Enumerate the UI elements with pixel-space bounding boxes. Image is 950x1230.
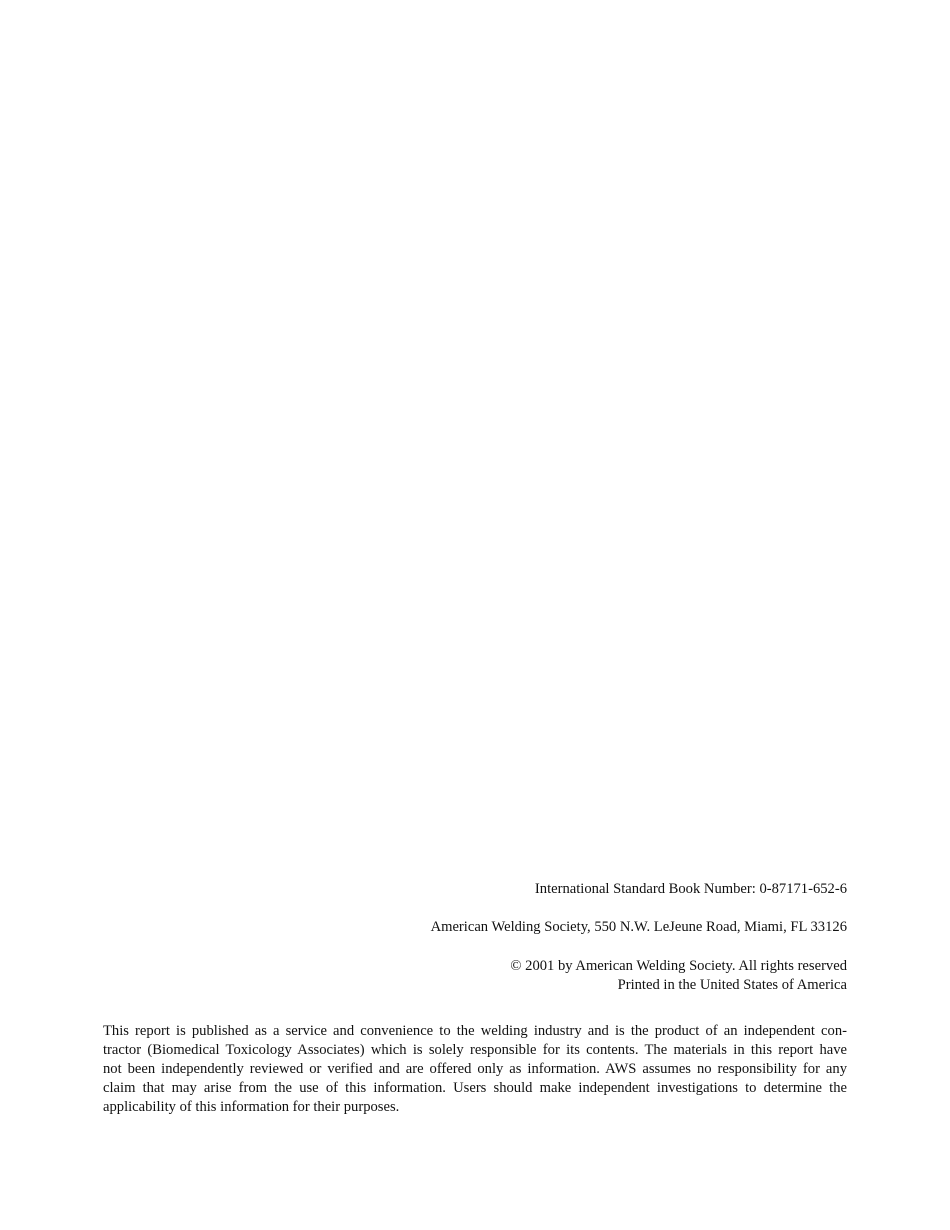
- disclaimer-line: This report is published as a service and convenience to the welding industry and is the product of an independent con-: [103, 1023, 847, 1039]
- isbn-line: International Standard Book Number: 0-87171-652-6: [534, 881, 847, 897]
- disclaimer-line: not been independently reviewed or verified and are offered only as information. AWS assumes no responsibility for any: [103, 1061, 847, 1077]
- disclaimer-line: applicability of this information for their purposes.: [103, 1099, 400, 1115]
- copyright-notice: © 2001 by American Welding Society. All rights reserved: [510, 958, 847, 974]
- disclaimer-line: tractor (Biomedical Toxicology Associates) which is solely responsible for its contents. The materials in this report have: [103, 1042, 847, 1058]
- disclaimer-paragraph: [103, 1022, 847, 1117]
- printed-in-notice: Printed in the United States of America: [617, 977, 847, 993]
- disclaimer-line: claim that may arise from the use of this information. Users should make independent investigations to determine the: [103, 1080, 847, 1096]
- publisher-address: American Welding Society, 550 N.W. LeJeune Road, Miami, FL 33126: [430, 919, 847, 935]
